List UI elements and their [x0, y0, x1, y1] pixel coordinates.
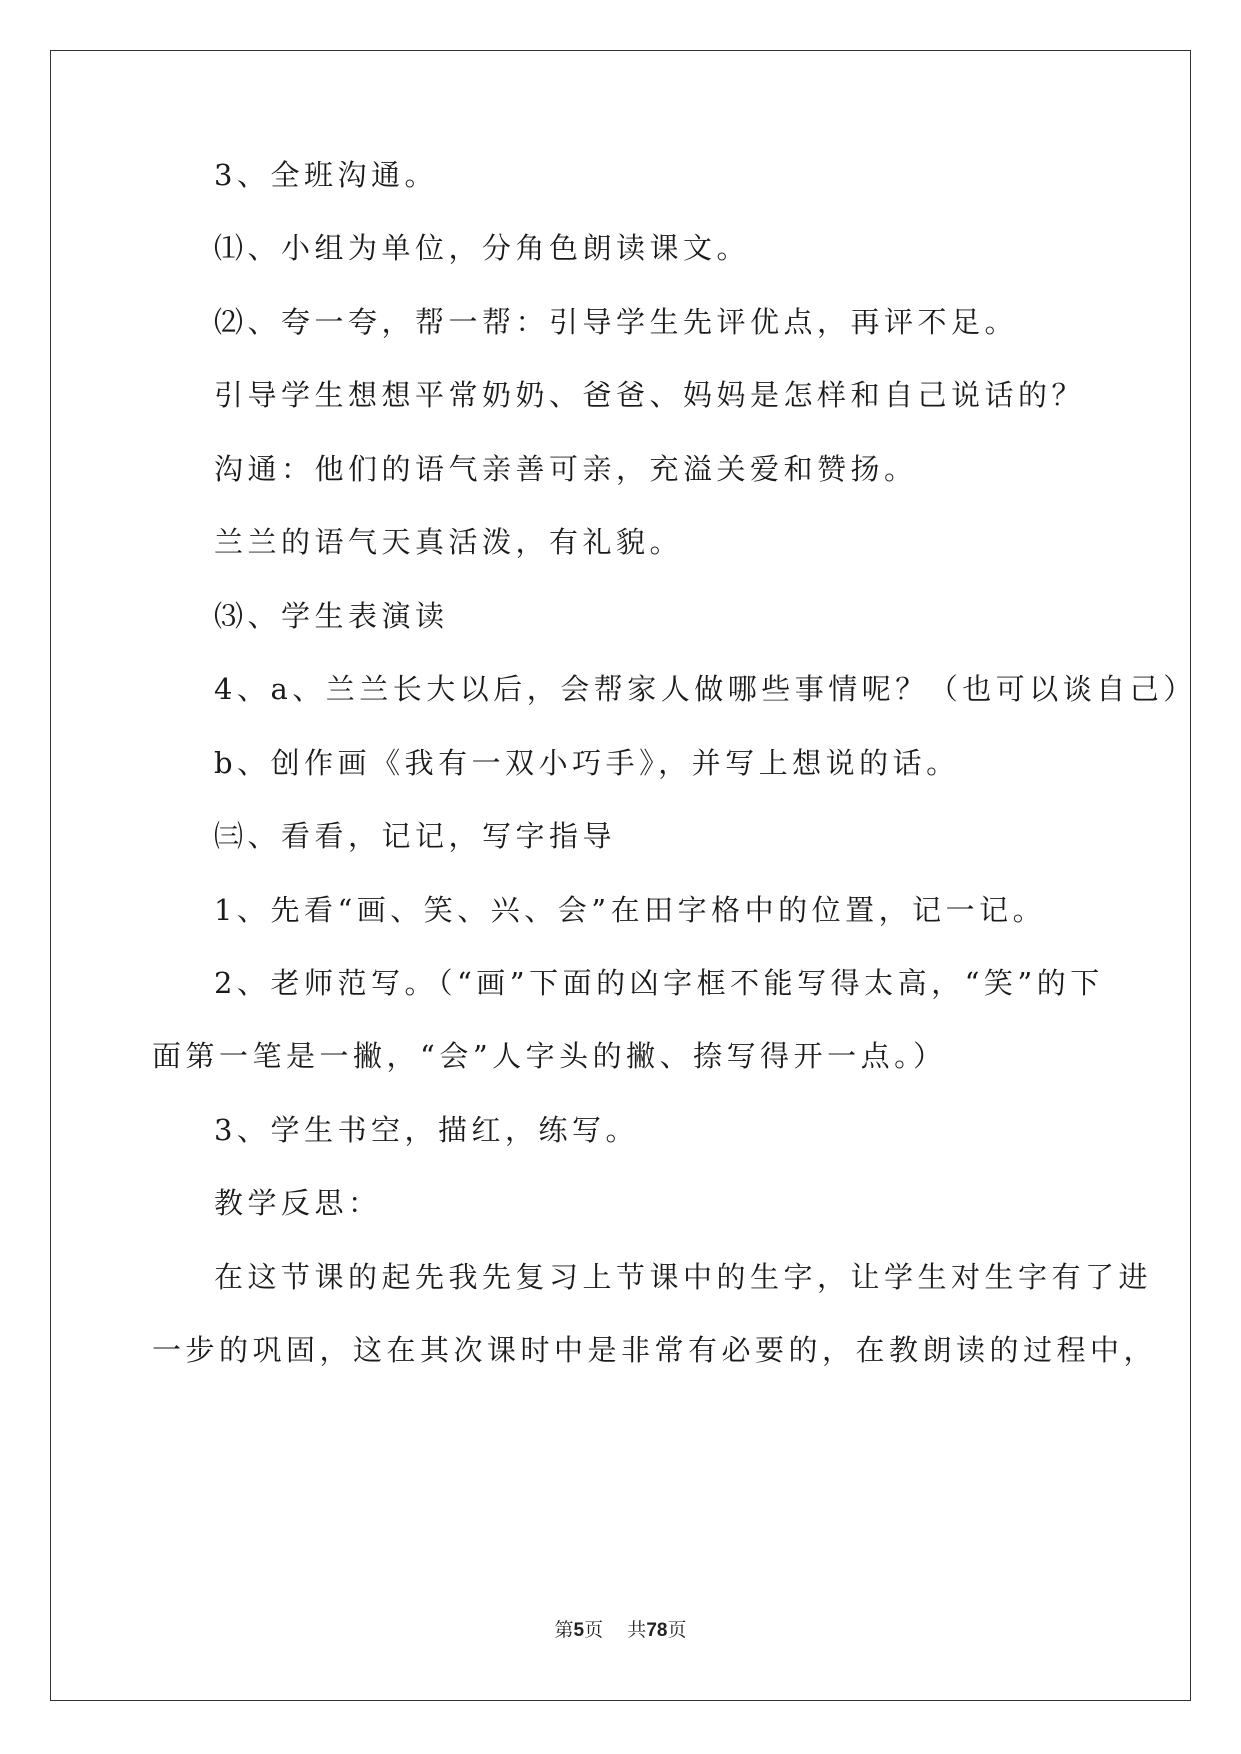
text-line: 2、老师范写。（“画”下面的凶字框不能写得太高，“笑”的下 [214, 966, 1104, 1000]
text-line: 在这节课的起先我先复习上节课中的生字，让学生对生字有了进 [214, 1260, 1153, 1294]
text-line: 沟通：他们的语气亲善可亲，充溢关爱和赞扬。 [214, 452, 918, 486]
total-prefix: 共 [627, 1619, 647, 1641]
text-line: 兰兰的语气天真活泼，有礼貌。 [214, 525, 684, 559]
total-pages: 78 [646, 1620, 668, 1641]
text-line: 一步的巩固，这在其次课时中是非常有必要的，在教朗读的过程中， [152, 1333, 1158, 1367]
page-border [50, 50, 1191, 1701]
text-line: ⑴、小组为单位，分角色朗读课文。 [214, 231, 751, 265]
text-line: 面第一笔是一撇，“会”人字头的撇、捺写得开一点。） [152, 1039, 947, 1073]
text-line: 3、全班沟通。 [214, 158, 438, 192]
text-line: ㈢、看看，记记，写字指导 [214, 819, 617, 853]
page-suffix: 页 [584, 1619, 604, 1641]
page-footer [0, 1618, 1241, 1643]
text-line: 教学反思： [214, 1186, 382, 1220]
text-line: 1、先看“画、笑、兴、会”在田字格中的位置，记一记。 [214, 893, 1047, 927]
page-number: 5 [573, 1620, 585, 1641]
total-suffix: 页 [667, 1619, 687, 1641]
text-line: ⑶、学生表演读 [214, 599, 449, 633]
text-line: b、创作画《我有一双小巧手》，并写上想说的话。 [214, 746, 960, 780]
text-line: 3、学生书空，描红，练写。 [214, 1113, 639, 1147]
text-line: ⑵、夸一夸，帮一帮：引导学生先评优点，再评不足。 [214, 305, 1019, 339]
page-prefix: 第 [554, 1619, 574, 1641]
text-line: 引导学生想想平常奶奶、爸爸、妈妈是怎样和自己说话的？ [214, 378, 1086, 412]
text-line: 4、a、兰兰长大以后，会帮家人做哪些事情呢？（也可以谈自己） [214, 672, 1197, 706]
